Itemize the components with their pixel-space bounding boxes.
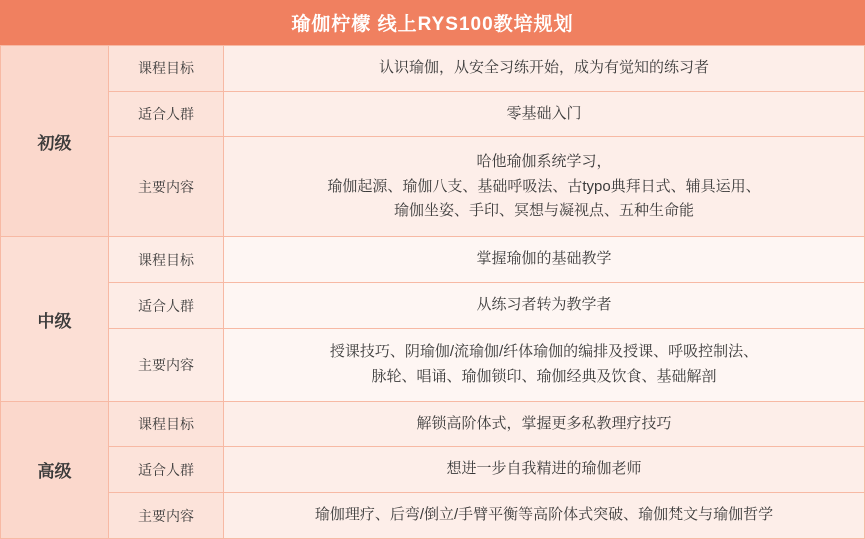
goal-content-intermediate: 掌握瑜伽的基础教学 <box>224 237 865 283</box>
content-line: 授课技巧、阴瑜伽/流瑜伽/纤体瑜伽的编排及授课、呼吸控制法、 <box>329 343 759 361</box>
main-content-advanced <box>224 493 865 539</box>
table-row <box>1 401 865 447</box>
table-row <box>1 493 865 539</box>
audience-content-advanced: 想进一步自我精进的瑜伽老师 <box>224 447 865 493</box>
content-line: 瑜伽起源、瑜伽八支、基础呼吸法、古typo典拜日式、辅具运用、 <box>327 177 761 195</box>
table-row <box>1 137 865 237</box>
table-row <box>1 447 865 493</box>
level-cell-advanced: 高级 <box>1 401 109 538</box>
content-line: 瑜伽理疗、后弯/倒立/手臂平衡等高阶体式突破、瑜伽梵文与瑜伽哲学 <box>314 506 774 524</box>
main-content-intermediate <box>224 328 865 401</box>
table-row <box>1 328 865 401</box>
training-plan-table <box>0 45 865 539</box>
row-label-goal: 课程目标 <box>109 46 224 92</box>
content-line: 瑜伽坐姿、手印、冥想与凝视点、五种生命能 <box>393 202 694 220</box>
goal-content-beginner: 认识瑜伽，从安全习练开始，成为有觉知的练习者 <box>224 46 865 92</box>
row-label-goal: 课程目标 <box>109 401 224 447</box>
audience-content-intermediate: 从练习者转为教学者 <box>224 283 865 329</box>
level-cell-beginner: 初级 <box>1 46 109 237</box>
goal-content-advanced: 解锁高阶体式，掌握更多私教理疗技巧 <box>224 401 865 447</box>
content-line: 脉轮、唱诵、瑜伽锁印、瑜伽经典及饮食、基础解剖 <box>371 367 717 385</box>
table-row <box>1 46 865 92</box>
page-title: 瑜伽柠檬 线上RYS100教培规划 <box>0 0 865 45</box>
content-line: 哈他瑜伽系统学习， <box>476 152 612 170</box>
audience-content-beginner: 零基础入门 <box>224 91 865 137</box>
table-row <box>1 283 865 329</box>
row-label-audience: 适合人群 <box>109 447 224 493</box>
table-row <box>1 91 865 137</box>
row-label-audience: 适合人群 <box>109 91 224 137</box>
row-label-audience: 适合人群 <box>109 283 224 329</box>
table-row <box>1 237 865 283</box>
level-cell-intermediate: 中级 <box>1 237 109 401</box>
row-label-content: 主要内容 <box>109 328 224 401</box>
row-label-content: 主要内容 <box>109 493 224 539</box>
main-content-beginner <box>224 137 865 237</box>
row-label-content: 主要内容 <box>109 137 224 237</box>
row-label-goal: 课程目标 <box>109 237 224 283</box>
